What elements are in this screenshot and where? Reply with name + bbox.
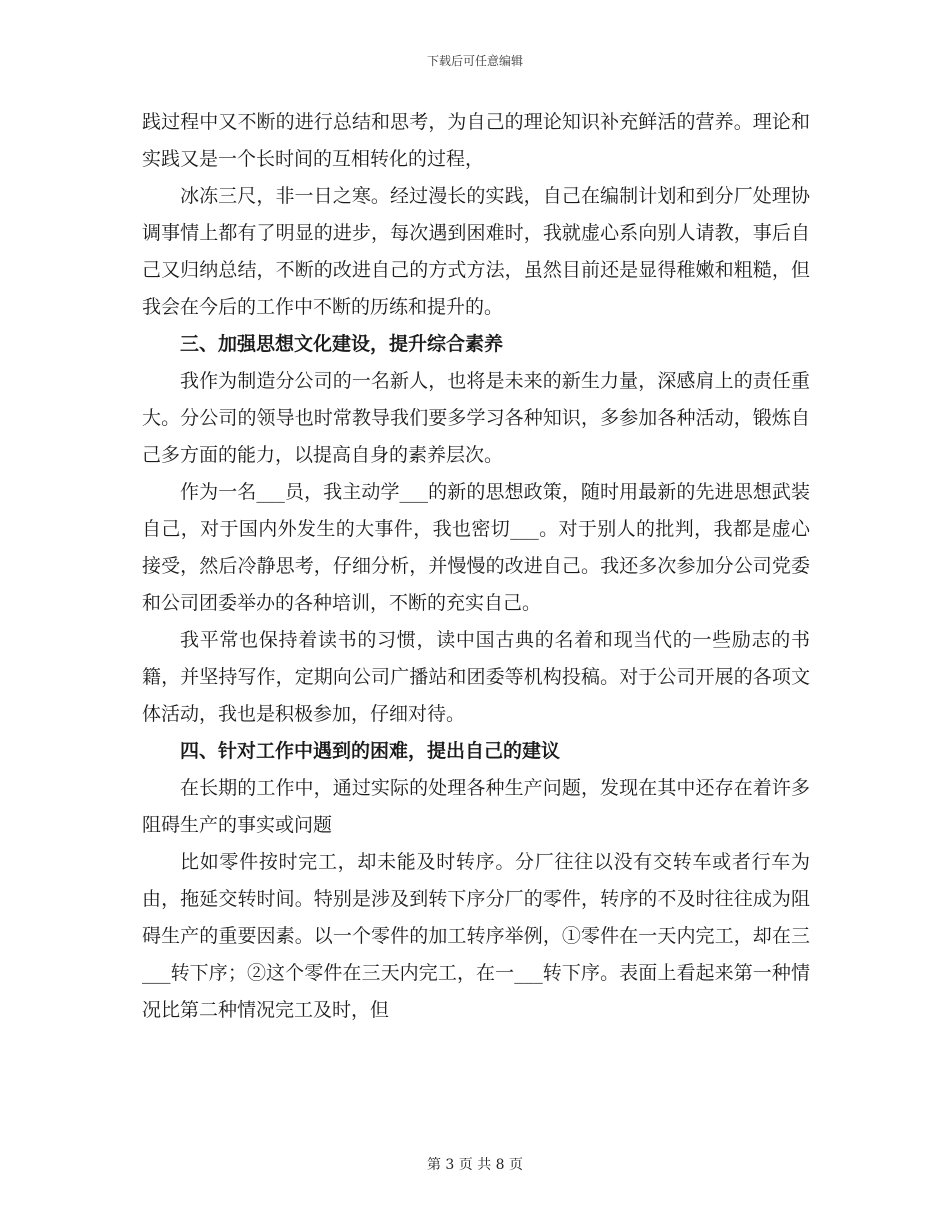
- paragraph: 比如零件按时完工，却未能及时转序。分厂往往以没有交转车或者行车为由，拖延交转时间。特别是涉及到转下序分厂的零件，转序的不及时往往成为阻碍生产的重要因素。以一个零件的加工转序举例，①零件在一天内完工，却在三___转下序；②这个零件在三天内完工，在一___转下序。表面上看起来第一种情况比第二种情况完工及时，但: [142, 851, 810, 1021]
- section-heading: 四、针对工作中遇到的困难，提出自己的建议: [180, 740, 561, 762]
- paragraph: 冰冻三尺，非一日之寒。经过漫长的实践，自己在编制计划和到分厂处理协调事情上都有了明显的进步，每次遇到困难时，我就虚心系向别人请教，事后自己又归纳总结，不断的改进自己的方式方法，虽然目前还是显得稚嫩和粗糙，但我会在今后的工作中不断的历练和提升的。: [142, 185, 810, 318]
- document-body: [142, 104, 810, 1029]
- paragraph: 践过程中又不断的进行总结和思考，为自己的理论知识补充鲜活的营养。理论和实践又是一个长时间的互相转化的过程，: [142, 111, 810, 170]
- section-heading: 三、加强思想文化建设，提升综合素养: [180, 333, 504, 355]
- paragraph: 我作为制造分公司的一名新人，也将是未来的新生力量，深感肩上的责任重大。分公司的领导也时常教导我们要多学习各种知识，多参加各种活动，锻炼自己多方面的能力，以提高自身的素养层次。: [142, 370, 810, 466]
- paragraph: 作为一名___员，我主动学___的新的思想政策，随时用最新的先进思想武装自己，对于国内外发生的大事件，我也密切___。对于别人的批判，我都是虚心接受，然后冷静思考，仔细分析，并慢慢的改进自己。我还多次参加分公司党委和公司团委举办的各种培训，不断的充实自己。: [142, 481, 810, 614]
- page-number-footer: 第 3 页 共 8 页: [426, 1157, 524, 1173]
- page-header: 下载后可任意编辑: [426, 54, 523, 68]
- paragraph: 我平常也保持着读书的习惯，读中国古典的名着和现当代的一些励志的书籍，并坚持写作，定期向公司广播站和团委等机构投稿。对于公司开展的各项文体活动，我也是积极参加，仔细对待。: [142, 629, 810, 725]
- paragraph: 在长期的工作中，通过实际的处理各种生产问题，发现在其中还存在着许多阻碍生产的事实或问题: [142, 777, 810, 836]
